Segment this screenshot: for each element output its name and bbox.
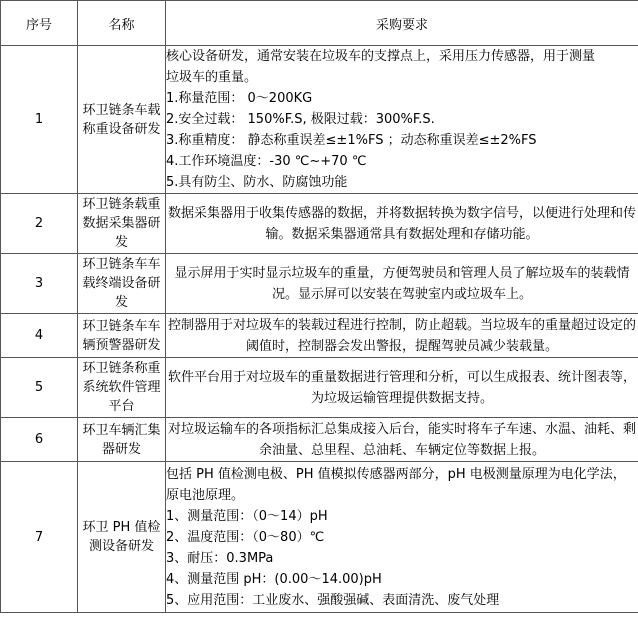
- row-serial-number: 6: [1, 418, 78, 462]
- header-serial-number: 序号: [1, 1, 78, 46]
- table-row: [1, 358, 638, 418]
- row-item-name: 环卫 PH 值检测设备研发: [78, 462, 166, 613]
- row-item-name: 环卫链条载重数据采集器研发: [78, 194, 166, 254]
- row-item-name: 环卫车辆汇集器研发: [78, 418, 166, 462]
- row-requirements: [166, 46, 638, 194]
- requirement-line: 原电池原理。: [166, 487, 245, 503]
- row-serial-number: 1: [1, 46, 78, 194]
- requirement-line: 1.称量范围： 0～200KG: [166, 91, 313, 106]
- requirement-line: 2、温度范围：（0～80）℃: [166, 529, 325, 545]
- table-row: [1, 462, 638, 613]
- requirement-line: 5、应用范围：工业废水、强酸强碱、表面清洗、废气处理: [166, 592, 500, 608]
- table-row: [1, 314, 638, 358]
- requirement-line: 3、耐压：0.3MPa: [166, 550, 274, 566]
- table-row: [1, 194, 638, 254]
- requirement-line: 2.安全过载： 150%F.S, 极限过载：300%F.S.: [166, 112, 435, 127]
- header-name: 名称: [78, 1, 166, 46]
- row-requirements: [166, 462, 638, 613]
- table-header-row: [1, 1, 638, 46]
- requirement-line: 4.工作环境温度：-30 ℃~+70 ℃: [166, 154, 367, 169]
- table-row: [1, 46, 638, 194]
- requirement-line: 4、测量范围 pH：(0.00～14.00)pH: [166, 571, 382, 587]
- header-procurement-requirements: 采购要求: [166, 1, 638, 46]
- row-serial-number: 5: [1, 358, 78, 418]
- requirement-line: 包括 PH 值检测电极、PH 值模拟传感器两部分，pH 电极测量原理为电化学法，: [166, 466, 626, 482]
- table-row: [1, 254, 638, 314]
- row-item-name: 环卫链条车载称重设备研发: [78, 46, 166, 194]
- requirement-line: 5.具有防尘、防水、防腐蚀功能: [166, 175, 348, 190]
- row-item-name: 环卫链条车车载终端设备研发: [78, 254, 166, 314]
- requirement-line: 3.称重精度： 静态称重误差≤±1%FS ；动态称重误差≤±2%FS: [166, 133, 537, 148]
- row-requirements: 软件平台用于对垃圾车的重量数据进行管理和分析，可以生成报表、统计图表等，为垃圾运输管理提供数据支持。: [166, 358, 638, 418]
- requirement-line: 核心设备研发，通常安装在垃圾车的支撑点上，采用压力传感器，用于测量: [166, 49, 596, 64]
- row-item-name: 环卫链条称重系统软件管理平台: [78, 358, 166, 418]
- table-row: [1, 418, 638, 462]
- row-serial-number: 3: [1, 254, 78, 314]
- row-serial-number: 7: [1, 462, 78, 613]
- row-requirements: 控制器用于对垃圾车的装载过程进行控制，防止超载。当垃圾车的重量超过设定的阈值时，控制器会发出警报，提醒驾驶员减少装载量。: [166, 314, 638, 358]
- requirement-line: 垃圾车的重量。: [166, 70, 258, 85]
- row-serial-number: 2: [1, 194, 78, 254]
- row-requirements: 数据采集器用于收集传感器的数据，并将数据转换为数字信号，以便进行处理和传输。数据采集器通常具有数据处理和存储功能。: [166, 194, 638, 254]
- row-serial-number: 4: [1, 314, 78, 358]
- row-item-name: 环卫链条车车辆预警器研发: [78, 314, 166, 358]
- row-requirements: 对垃圾运输车的各项指标汇总集成接入后台，能实时将车子车速、水温、油耗、剩余油量、总里程、总油耗、车辆定位等数据上报。: [166, 418, 638, 462]
- row-requirements: 显示屏用于实时显示垃圾车的重量，方便驾驶员和管理人员了解垃圾车的装载情况。显示屏可以安装在驾驶室内或垃圾车上。: [166, 254, 638, 314]
- requirement-line: 1、测量范围：（0～14）pH: [166, 508, 328, 524]
